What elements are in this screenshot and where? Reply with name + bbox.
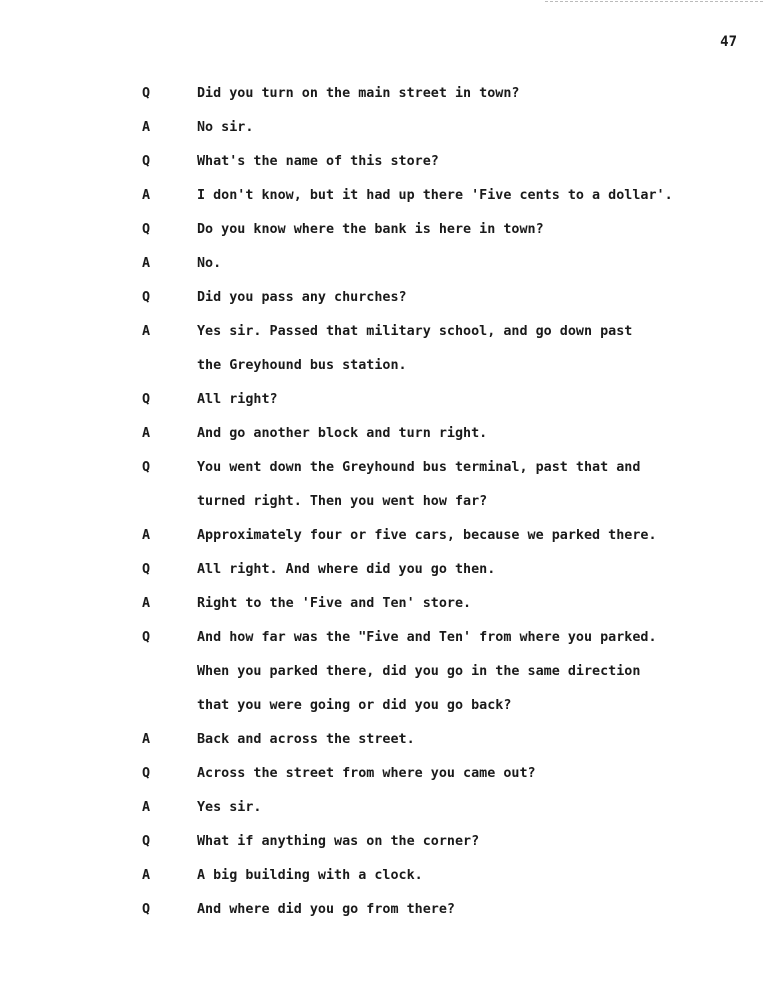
transcript-line <box>0 458 763 492</box>
line-text: What if anything was on the corner? <box>197 834 480 849</box>
transcript-line <box>0 288 763 322</box>
transcript-line <box>0 220 763 254</box>
line-text: that you were going or did you go back? <box>197 698 512 713</box>
speaker-label: Q <box>142 902 151 917</box>
line-text: Did you turn on the main street in town? <box>197 86 520 101</box>
line-text: When you parked there, did you go in the same direction <box>197 664 641 679</box>
transcript-line <box>0 254 763 288</box>
transcript-line <box>0 696 763 730</box>
transcript-line <box>0 492 763 526</box>
transcript-line <box>0 662 763 696</box>
speaker-label: A <box>142 426 151 441</box>
line-text: All right. And where did you go then. <box>197 562 496 577</box>
line-text: Back and across the street. <box>197 732 415 747</box>
top-edge-rule <box>545 1 763 2</box>
transcript-line <box>0 594 763 628</box>
speaker-label: A <box>142 596 151 611</box>
line-text: All right? <box>197 392 278 407</box>
line-text: And where did you go from there? <box>197 902 455 917</box>
speaker-label: Q <box>142 290 151 305</box>
transcript-line <box>0 152 763 186</box>
line-text: What's the name of this store? <box>197 154 439 169</box>
transcript-line <box>0 84 763 118</box>
speaker-label: Q <box>142 460 151 475</box>
transcript-line <box>0 730 763 764</box>
speaker-label: A <box>142 256 151 271</box>
transcript-line <box>0 424 763 458</box>
line-text: And how far was the "Five and Ten' from where you parked. <box>197 630 657 645</box>
transcript-line <box>0 764 763 798</box>
line-text: You went down the Greyhound bus terminal, past that and <box>197 460 641 475</box>
line-text: turned right. Then you went how far? <box>197 494 488 509</box>
line-text: Yes sir. Passed that military school, and go down past <box>197 324 633 339</box>
speaker-label: A <box>142 868 151 883</box>
line-text: Yes sir. <box>197 800 262 815</box>
speaker-label: Q <box>142 834 151 849</box>
speaker-label: Q <box>142 392 151 407</box>
speaker-label: Q <box>142 154 151 169</box>
transcript-line <box>0 118 763 152</box>
transcript-line <box>0 798 763 832</box>
line-text: Did you pass any churches? <box>197 290 407 305</box>
speaker-label: Q <box>142 766 151 781</box>
transcript-line <box>0 832 763 866</box>
line-text: A big building with a clock. <box>197 868 423 883</box>
transcript-line <box>0 186 763 220</box>
page-number: 47 <box>720 34 737 50</box>
speaker-label: A <box>142 188 151 203</box>
speaker-label: A <box>142 324 151 339</box>
line-text: Across the street from where you came out? <box>197 766 536 781</box>
transcript-line <box>0 628 763 662</box>
speaker-label: Q <box>142 86 151 101</box>
line-text: And go another block and turn right. <box>197 426 488 441</box>
transcript-body <box>0 84 763 934</box>
line-text: Right to the 'Five and Ten' store. <box>197 596 472 611</box>
speaker-label: A <box>142 528 151 543</box>
transcript-line <box>0 322 763 356</box>
line-text: No. <box>197 256 222 271</box>
speaker-label: A <box>142 120 151 135</box>
speaker-label: Q <box>142 562 151 577</box>
transcript-line <box>0 866 763 900</box>
line-text: No sir. <box>197 120 254 135</box>
speaker-label: Q <box>142 630 151 645</box>
speaker-label: A <box>142 732 151 747</box>
transcript-line <box>0 526 763 560</box>
transcript-line <box>0 560 763 594</box>
line-text: Do you know where the bank is here in town? <box>197 222 544 237</box>
transcript-line <box>0 900 763 934</box>
transcript-line <box>0 390 763 424</box>
speaker-label: A <box>142 800 151 815</box>
line-text: Approximately four or five cars, because we parked there. <box>197 528 657 543</box>
line-text: I don't know, but it had up there 'Five cents to a dollar'. <box>197 188 673 203</box>
line-text: the Greyhound bus station. <box>197 358 407 373</box>
transcript-line <box>0 356 763 390</box>
speaker-label: Q <box>142 222 151 237</box>
